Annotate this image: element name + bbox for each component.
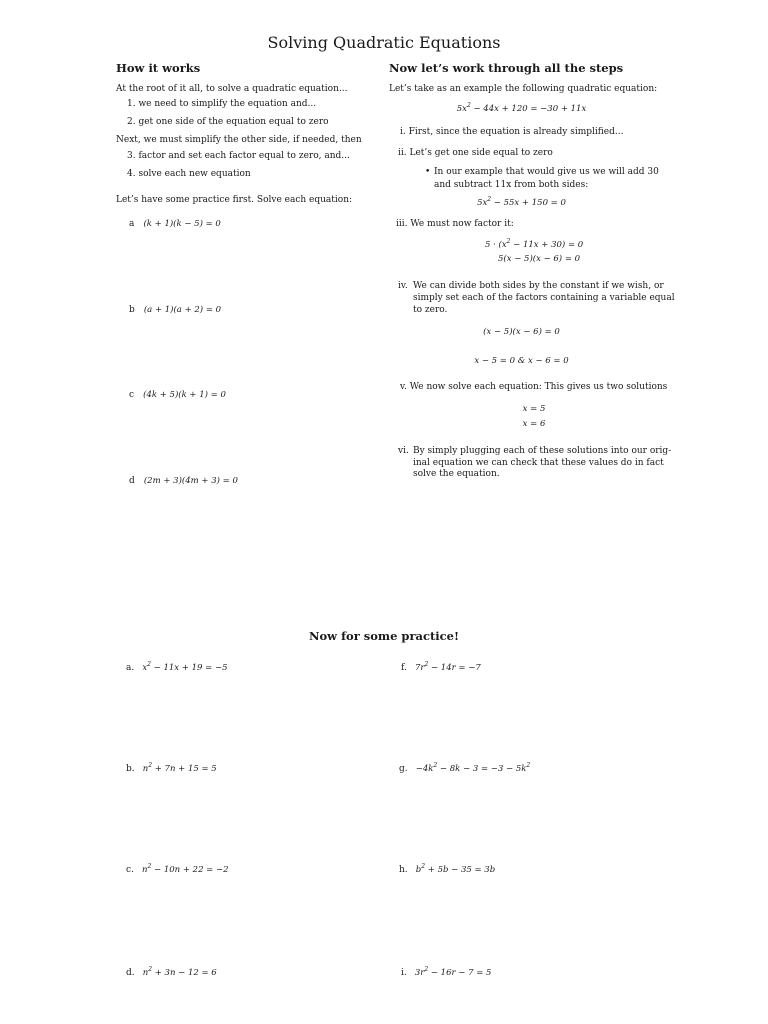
example-equation: $5x^2 - 44x + 120 = -30 + 11x$ bbox=[456, 102, 587, 114]
step-iv-line-3: to zero. bbox=[413, 305, 448, 315]
step-i bbox=[400, 127, 623, 137]
step-number: 3. bbox=[127, 151, 136, 161]
step2-equation: $5x^2 - 55x + 150 = 0$ bbox=[477, 196, 566, 208]
step-4 bbox=[127, 169, 251, 179]
step-1 bbox=[127, 99, 316, 109]
solution-1: x = 5 bbox=[522, 404, 546, 414]
step-number: iii. bbox=[396, 219, 408, 229]
bullet-line-2: and subtract 11x from both sides: bbox=[434, 180, 589, 190]
steps-intro: Let’s take as an example the following quadratic equation: bbox=[389, 84, 658, 94]
practice-heading: Now for some practice! bbox=[309, 629, 459, 643]
practice-item-a bbox=[129, 211, 221, 230]
step-vi-number: vi. bbox=[398, 446, 409, 456]
step-vi-line-1: By simply plugging each of these solutions into our orig- bbox=[413, 446, 672, 456]
practice2-item-c: c. $n^2 - 10n + 22 = -2$ bbox=[126, 863, 229, 875]
page-title: Solving Quadratic Equations bbox=[267, 33, 501, 52]
practice-item-b bbox=[129, 297, 221, 316]
factor-equation-2: 5(x − 5)(x − 6) = 0 bbox=[498, 254, 581, 264]
step-text: get one side of the equation equal to zero bbox=[138, 117, 329, 127]
step-vi-line-3: solve the equation. bbox=[413, 469, 500, 479]
step-iv-line-1: We can divide both sides by the constant if we wish, or bbox=[413, 281, 664, 291]
step-3 bbox=[127, 151, 350, 161]
practice2-item-a: a. $x^2 - 11x + 19 = -5$ bbox=[126, 661, 228, 673]
practice2-item-b: b. $n^2 + 7n + 15 = 5$ bbox=[126, 762, 217, 774]
steps-heading: Now let’s work through all the steps bbox=[389, 61, 624, 75]
practice-item-d bbox=[129, 468, 238, 487]
practice-item-c bbox=[129, 382, 226, 401]
step-text: We now solve each equation: This gives us two solutions bbox=[409, 382, 668, 392]
factor-equation-1: $5 \cdot (x^2 - 11x + 30) = 0$ bbox=[485, 238, 584, 250]
practice2-item-h: h. $b^2 + 5b - 35 = 3b$ bbox=[399, 863, 496, 875]
iv-equation-2: x − 5 = 0 & x − 6 = 0 bbox=[474, 356, 569, 366]
bullet-dot: • bbox=[425, 167, 431, 177]
step-number: i. bbox=[400, 127, 406, 137]
step-number: 4. bbox=[127, 169, 136, 179]
step-text: factor and set each factor equal to zero, and... bbox=[138, 151, 350, 161]
how-it-works-intro: At the root of it all, to solve a quadratic equation... bbox=[116, 84, 348, 94]
step-iv-number: iv. bbox=[398, 281, 408, 291]
practice-label: b bbox=[129, 305, 135, 315]
step-text: We must now factor it: bbox=[410, 219, 514, 229]
step-2 bbox=[127, 117, 329, 127]
step-number: ii. bbox=[398, 148, 407, 158]
practice-label: c bbox=[129, 390, 135, 400]
step-text: Let’s get one side equal to zero bbox=[409, 148, 553, 158]
step-ii bbox=[398, 148, 553, 158]
practice-equation: (2m + 3)(4m + 3) = 0 bbox=[143, 476, 238, 486]
practice2-item-g: g. $-4k^2 - 8k - 3 = -3 - 5k^2$ bbox=[399, 762, 531, 774]
step-number: 2. bbox=[127, 117, 136, 127]
iv-equation-1: (x − 5)(x − 6) = 0 bbox=[483, 327, 560, 337]
transition-text: Next, we must simplify the other side, if needed, then bbox=[116, 135, 362, 145]
step-number: v. bbox=[400, 382, 407, 392]
step-iii bbox=[396, 219, 514, 229]
step-v bbox=[400, 382, 667, 392]
practice-intro: Let’s have some practice first. Solve each equation: bbox=[116, 195, 353, 205]
step-text: First, since the equation is already simplified... bbox=[408, 127, 624, 137]
bullet-line-1: In our example that would give us we will add 30 bbox=[434, 167, 659, 177]
practice-label: a bbox=[129, 219, 135, 229]
step-vi-line-2: inal equation we can check that these values do in fact bbox=[413, 458, 664, 468]
practice2-item-f: f. $7r^2 - 14r = -7$ bbox=[401, 661, 481, 673]
step-iv-line-2: simply set each of the factors containing a variable equal bbox=[413, 293, 675, 303]
practice-equation: (4k + 5)(k + 1) = 0 bbox=[143, 390, 226, 400]
practice2-item-d: d. $n^2 + 3n - 12 = 6$ bbox=[126, 966, 217, 978]
step-text: we need to simplify the equation and... bbox=[138, 99, 317, 109]
practice-equation: (a + 1)(a + 2) = 0 bbox=[143, 305, 222, 315]
practice2-item-i: i. $3r^2 - 16r - 7 = 5$ bbox=[401, 966, 492, 978]
practice-equation: (k + 1)(k − 5) = 0 bbox=[143, 219, 221, 229]
solution-2: x = 6 bbox=[522, 419, 546, 429]
step-text: solve each new equation bbox=[138, 169, 251, 179]
how-it-works-heading: How it works bbox=[116, 61, 201, 75]
step-number: 1. bbox=[127, 99, 136, 109]
practice-label: d bbox=[129, 476, 135, 486]
